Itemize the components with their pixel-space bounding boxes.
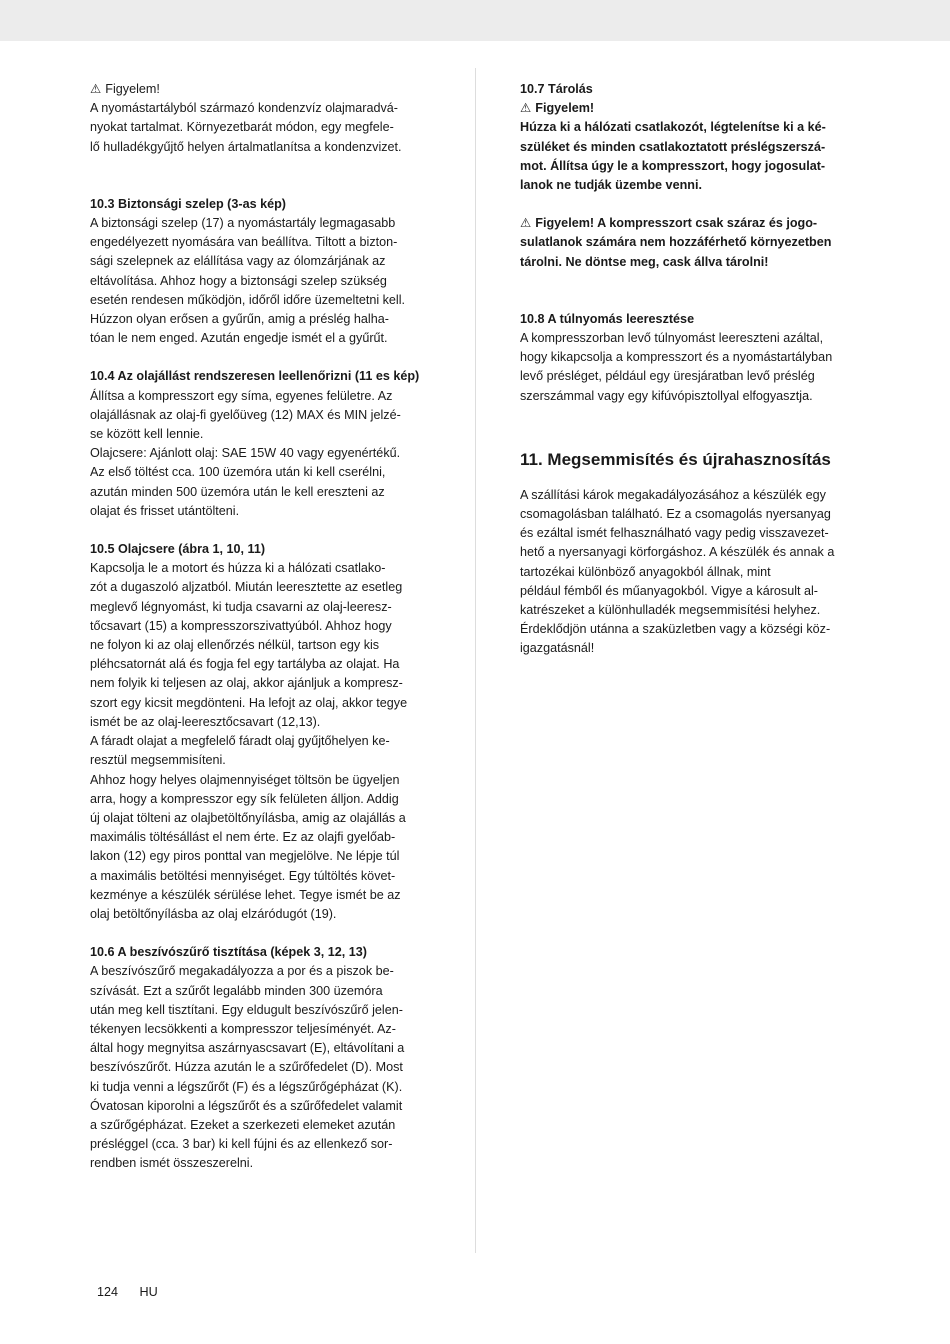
- text-line: által hogy megnyitsa aszárnyascsavart (E), eltávolítani a: [90, 1041, 405, 1056]
- text-line: szüléket és minden csatlakoztatott préslégszerszá-: [520, 139, 826, 154]
- paragraph: [520, 486, 860, 659]
- text-line: Kapcsolja le a motort és húzza ki a hálózati csatlako-: [90, 561, 386, 576]
- text-line: tartozékai különböző anyagokból állnak, mint: [520, 564, 771, 579]
- text-line: Olajcsere: Ajánlott olaj: SAE 15W 40 vagy egyenértékű.: [90, 446, 401, 461]
- text-line: rendben ismét összeszerelni.: [90, 1156, 254, 1171]
- section-10-8: [520, 310, 860, 406]
- text-line: meglevő légnyomást, ki tudja csavarni az olaj-leeresz-: [90, 599, 392, 614]
- text-line: új olajat tölteni az olajbetöltőnyílásba, amig az olajállás a: [90, 810, 406, 825]
- text-line: a szűrőgépházat. Ezeket a szerkezeti elemeket azután: [90, 1117, 396, 1132]
- warning-line: [520, 99, 860, 118]
- section-heading: 10.8 A túlnyomás leeresztése: [520, 311, 695, 326]
- language-code: HU: [139, 1285, 158, 1299]
- warning-triangle-icon: ⚠: [520, 101, 532, 116]
- text-line: mot. Állítsa úgy le a kompresszort, hogy jogosulat-: [520, 158, 826, 173]
- text-line: engedélyezett nyomására van beállítva. Tiltott a bizton-: [90, 235, 398, 250]
- text-line: A fáradt olajat a megfelelő fáradt olaj gyűjtőhelyen ke-: [90, 734, 390, 749]
- text-line: tóan le nem enged. Azután engedje ismét el a gyűrűt.: [90, 331, 388, 346]
- text-line: beszívószűrőt. Húzza azután le a szűrőfedelet (D). Most: [90, 1060, 403, 1075]
- text-line: Állítsa a kompresszort egy síma, egyenes felületre. Az: [90, 388, 393, 403]
- paragraph: [520, 329, 860, 406]
- paragraph: [90, 962, 430, 1173]
- storage-warning: [520, 214, 860, 272]
- text-line: után meg kell tisztítani. Egy eldugult beszívószűrő jelen-: [90, 1002, 403, 1017]
- right-column: [520, 80, 860, 678]
- text-line: A szállítási károk megakadályozásához a készülék egy: [520, 487, 826, 502]
- section-heading: 10.6 A beszívószűrő tisztítása (képek 3, 12, 13): [90, 945, 367, 960]
- text-line: zót a dugaszoló aljzatból. Miután leeresztette az esetleg: [90, 580, 403, 595]
- condensate-warning: [90, 80, 430, 157]
- section-11: [520, 448, 860, 659]
- text-line: olaj betöltőnyílásba az olaj elzáródugót (19).: [90, 906, 337, 921]
- warning-label: Figyelem!: [105, 82, 160, 96]
- warning-text: Figyelem! A kompresszort csak száraz és jogo-: [535, 216, 818, 231]
- section-10-5: [90, 540, 430, 924]
- text-line: katrészeket a különhulladék megsemmisítési helyhez.: [520, 603, 821, 618]
- section-10-6: [90, 943, 430, 1173]
- text-line: nem folyik ki teljesen az olaj, akkor ajánljuk a kompresz-: [90, 676, 403, 691]
- text-line: levő présléget, például egy üresjáratban levő préslég: [520, 369, 815, 384]
- section-10-4: [90, 367, 430, 521]
- text-line: se között kell lennie.: [90, 427, 204, 442]
- text-line: resztül megsemmisíteni.: [90, 753, 226, 768]
- text-line: Óvatosan kiporolni a légszűrőt és a szűrőfedelet valamit: [90, 1098, 403, 1113]
- top-bar: [0, 0, 950, 41]
- text-line: szívását. Ezt a szűrőt legalább minden 300 üzemóra: [90, 983, 383, 998]
- warning-triangle-icon: ⚠: [90, 82, 102, 96]
- section-heading: 10.4 Az olajállást rendszeresen leellenőrizni (11 es kép): [90, 369, 420, 384]
- left-column: [90, 80, 430, 1193]
- text-line: Húzzon olyan erősen a gyűrűn, amig a préslég halha-: [90, 312, 389, 327]
- text-line: tékenyen lecsökkenti a kompresszor teljesíményét. Az-: [90, 1021, 396, 1036]
- section-10-7: [520, 80, 860, 195]
- text-line: sulatlanok számára nem hozzáférhető környezetben: [520, 235, 832, 250]
- text-line: A kompresszorban levő túlnyomást leereszteni azáltal,: [520, 331, 824, 346]
- text-line: pléhcsatornát alá és fogja fel egy tartályba az olajat. Ha: [90, 657, 400, 672]
- text-line: és ezáltal ismét felhasználható vagy pedig visszavezet-: [520, 526, 829, 541]
- paragraph: [520, 214, 860, 272]
- text-line: Húzza ki a hálózati csatlakozót, légtelenítse ki a ké-: [520, 120, 826, 135]
- text-line: présléggel (cca. 3 bar) ki kell fújni és az ellenkező sor-: [90, 1137, 393, 1152]
- text-line: lakon (12) egy piros ponttal van megjelölve. Ne lépje túl: [90, 849, 400, 864]
- text-line: csomagolásban található. Ez a csomagolás nyersanyag: [520, 507, 831, 522]
- text-line: ne folyon ki az olaj ellenőrzés nélkül, tartson egy kis: [90, 638, 380, 653]
- warning-triangle-icon: ⚠: [520, 216, 532, 231]
- text-line: A biztonsági szelep (17) a nyomástartály legmagasabb: [90, 216, 396, 231]
- text-line: [520, 214, 860, 233]
- page-number: 124: [97, 1285, 119, 1299]
- paragraph: [90, 559, 430, 924]
- text-line: tőcsavart (15) a kompresszorszivattyúból. Ahhoz hogy: [90, 618, 392, 633]
- page-footer: [97, 1283, 176, 1302]
- text-line: tárolni. Ne döntse meg, cask állva tárolni!: [520, 254, 769, 269]
- text-line: ismét be az olaj-leeresztőcsavart (12,13).: [90, 714, 321, 729]
- text-line: a maximális betöltési mennyiséget. Egy túltöltés követ-: [90, 868, 396, 883]
- section-heading: 10.5 Olajcsere (ábra 1, 10, 11): [90, 542, 266, 557]
- text-line: lanok ne tudják üzembe venni.: [520, 178, 702, 193]
- text-line: A nyomástartályból származó kondenzvíz olajmaradvá-: [90, 101, 398, 116]
- text-line: szerszámmal vagy egy kifúvópisztollyal elfogyasztja.: [520, 388, 813, 403]
- text-line: arra, hogy a kompresszor egy sík felületen álljon. Addig: [90, 791, 399, 806]
- section-10-3: [90, 195, 430, 349]
- paragraph: [90, 387, 430, 521]
- text-line: olajat és frisset utántölteni.: [90, 503, 240, 518]
- text-line: például fémből és műanyagokból. Vigye a károsult al-: [520, 583, 818, 598]
- warning-line: [90, 80, 430, 99]
- text-line: eltávolítása. Ahhoz hogy a biztonsági szelep szükség: [90, 273, 387, 288]
- paragraph: [520, 118, 860, 195]
- text-line: A beszívószűrő megakadályozza a por és a piszok be-: [90, 964, 394, 979]
- warning-label: Figyelem!: [535, 101, 595, 116]
- text-line: szort egy kicsit megdönteni. Ha lefojt az olaj, akkor tegye: [90, 695, 408, 710]
- text-line: sági szelepnek az elállítása vagy az ólomzárjának az: [90, 254, 386, 269]
- text-line: esetén rendesen működjön, időről időre üzemeltetni kell.: [90, 292, 406, 307]
- text-line: ki tudja venni a légszűrőt (F) és a légszűrőgépházat (K).: [90, 1079, 403, 1094]
- text-line: lő hulladékgyűjtő helyen ártalmatlanítsa a kondenzvizet.: [90, 139, 402, 154]
- text-line: Érdeklődjön utánna a szaküzletben vagy a községi köz-: [520, 622, 831, 637]
- text-line: maximális töltésállást el nem érte. Ez az olajfi gyelőab-: [90, 830, 396, 845]
- paragraph: [90, 99, 430, 157]
- chapter-heading: 11. Megsemmisítés és újrahasznosítás: [520, 449, 831, 469]
- text-line: hető a nyersanyagi körforgáshoz. A készülék és annak a: [520, 545, 835, 560]
- text-line: olajállásnak az olaj-fi gyelőüveg (12) MAX és MIN jelzé-: [90, 407, 401, 422]
- text-line: nyokat tartalmat. Környezetbarát módon, egy megfele-: [90, 120, 394, 135]
- text-line: hogy kikapcsolja a kompresszort és a nyomástartályban: [520, 350, 833, 365]
- text-line: Az első töltést cca. 100 üzemóra után ki kell cserélni,: [90, 465, 386, 480]
- text-line: kezménye a készülék sérülése lehet. Tegye ismét be az: [90, 887, 401, 902]
- column-divider: [475, 68, 476, 1253]
- text-line: Ahhoz hogy helyes olajmennyiséget töltsön be ügyeljen: [90, 772, 400, 787]
- text-line: azután minden 500 üzemóra után le kell ereszteni az: [90, 484, 385, 499]
- section-heading: 10.7 Tárolás: [520, 82, 593, 96]
- paragraph: [90, 214, 430, 348]
- section-heading: 10.3 Biztonsági szelep (3-as kép): [90, 196, 286, 211]
- text-line: igazgatásnál!: [520, 641, 595, 656]
